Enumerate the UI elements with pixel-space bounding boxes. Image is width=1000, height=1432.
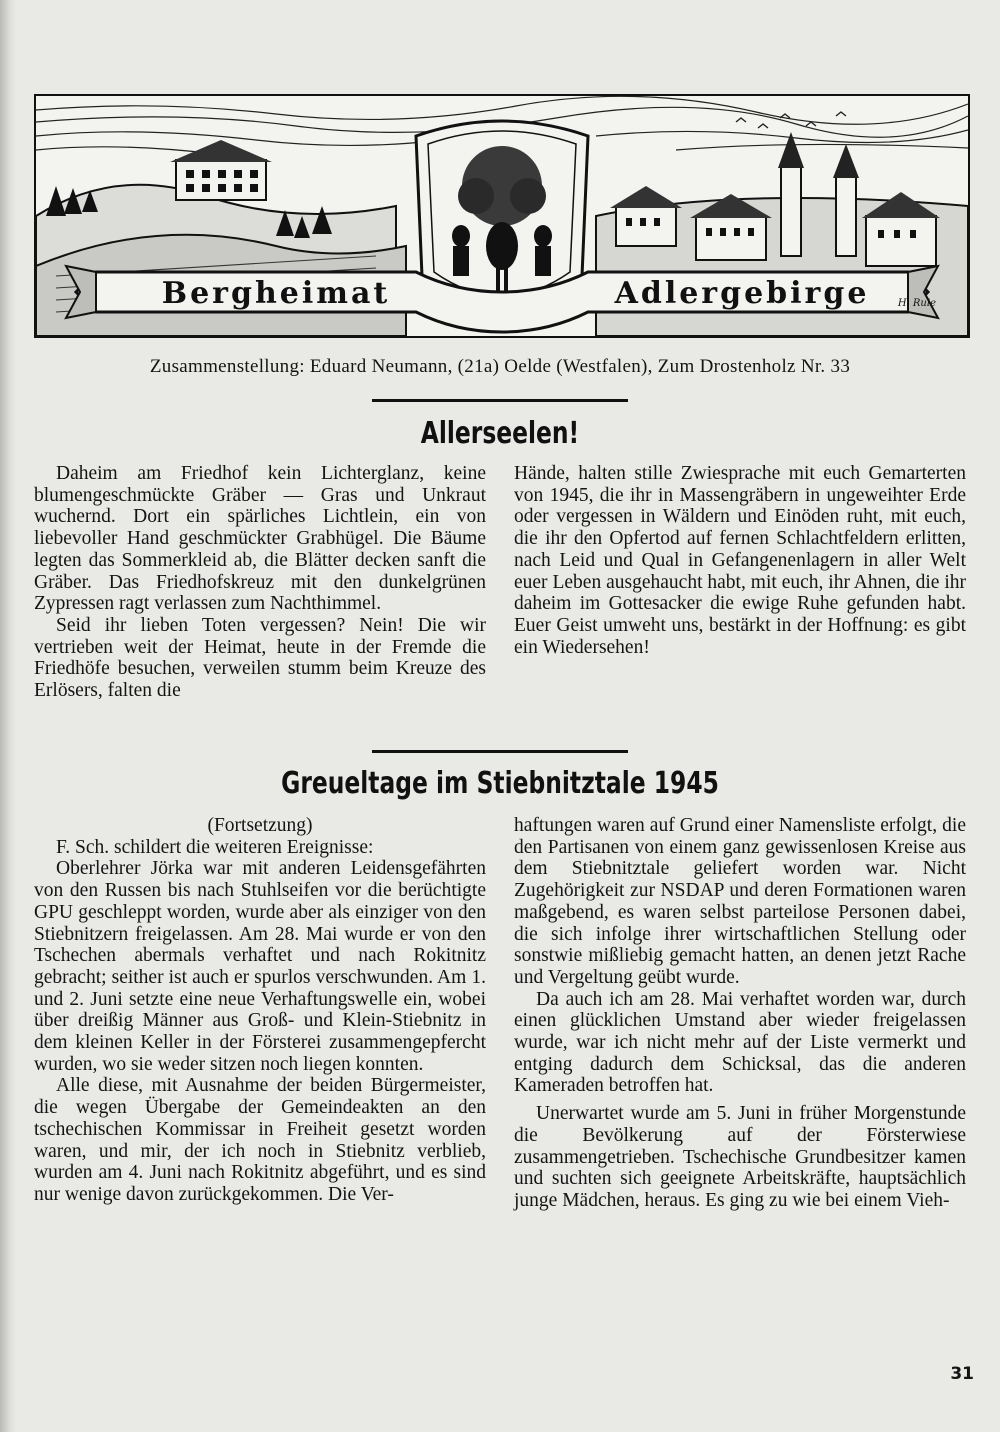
article2-paragraph: Da auch ich am 28. Mai verhaftet worden war, durch einen glücklichen Umstand aber wieder freigelassen wurde, war ich nicht mehr auf der Liste vermerkt und entging dadurch dem Schicksal, das die anderen Kameraden betroffen hat. (514, 988, 966, 1097)
article1-paragraph: Daheim am Friedhof kein Lichterglanz, keine blumengeschmückte Gräber — Gras und Unkraut wuchernd. Dort ein spärliches Lichtlein, ein von liebevoller Hand geschmückter Grabhügel. Die Bäume legten das Sommerkleid ab, die Blätter decken sanft die Gräber. Das Friedhofskreuz mit den dunkelgrünen Zypressen ragt verlassen zum Nachthimmel. (34, 463, 486, 615)
article1-column-right (514, 463, 966, 658)
compilation-credit: Zusammenstellung: Eduard Neumann, (21a) Oelde (Westfalen), Zum Drostenholz Nr. 33 (149, 356, 851, 377)
article2-paragraph: Alle diese, mit Ausnahme der beiden Bürgermeister, die wegen Übergabe der Gemeindeakten an den tschechischen Kommissar in Freiheit gesetzt worden waren, und mir, der ich noch in Stiebnitz verblieb, wurden am 4. Juni nach Rokitnitz abgeführt, und es sind nur wenige davon zurückgekommen. Die Ver- (34, 1075, 486, 1205)
landscape-illustration (36, 96, 968, 336)
article2-subtitle: (Fortsetzung) (207, 815, 313, 836)
divider-rule (372, 750, 628, 753)
article1-title: Allerseelen! (420, 416, 580, 451)
article2-paragraph: Oberlehrer Jörka war mit anderen Leidensgefährten von den Russen bis nach Stuhlseifen vor die berüchtigte GPU geschleppt worden, wurde aber als einziger von den Stiebnitzern freigelassen. Am 28. Mai wurde er von den Tschechen abermals verhaftet und nach Rokitnitz gebracht; seither ist auch er spurlos verschwunden. Am 1. und 2. Juni setzte eine neue Verhaftungswelle ein, wobei über dreißig Männer aus Groß- und Klein-Stiebnitz in dem kleinen Keller in der Försterei zusammengepfercht wurden, wo sie weder sitzen noch liegen konnten. (34, 858, 486, 1075)
coat-of-arms (416, 121, 588, 304)
hotel-building (170, 140, 272, 200)
article2-paragraph: F. Sch. schildert die weiteren Ereignisse: (56, 836, 374, 858)
masthead-illustration (34, 94, 970, 338)
article2-column-left (34, 815, 486, 1206)
article2-paragraph: Unerwartet wurde am 5. Juni in früher Morgenstunde die Bevölkerung auf der Försterwiese zusammengetrieben. Tschechische Grundbesitzer kamen und suchten sich geeignete Arbeitskräfte, hauptsächlich junge Mädchen, heraus. Es ging zu wie bei einem Vieh- (514, 1103, 966, 1211)
divider-rule (372, 399, 628, 402)
page-number: 31 (950, 1364, 974, 1384)
article2-column-right (514, 815, 966, 1212)
ribbon-title-left: Bergheimat (161, 276, 391, 311)
article1-paragraph: Hände, halten stille Zwiesprache mit euch Gemarterten von 1945, die ihr in Massengräbern in ungeweihter Erde oder vergessen in Wäldern und Einöden ruht, mit euch, die ihr den Opfertod auf fernen Schlachtfeldern erlitten, nach Leid und Qual in Gefangenenlagern in aller Welt euer Leben ausgehaucht habt, mit euch, ihr Ahnen, die ihr daheim im Gottesacker die ewige Ruhe gefunden habt. Euer Geist umweht uns, bestärkt in der Hoffnung: es gibt ein Wiedersehen! (514, 463, 966, 658)
ribbon-title-right: Adlergebirge (614, 276, 870, 311)
article1-column-left (34, 463, 486, 702)
article1-paragraph: Seid ihr lieben Toten vergessen? Nein! Die wir vertrieben weit der Heimat, heute in der Fremde die Friedhöfe besuchen, verweilen stumm beim Kreuze des Erlösers, falten die (34, 614, 486, 702)
article2-title: Greueltage im Stiebnitztale 1945 (281, 766, 719, 801)
article2-paragraph: haftungen waren auf Grund einer Namensliste erfolgt, die den Partisanen von einem ganz gewissenlosen Kreise aus dem Stiebnitztale geliefert worden war. Nicht Zugehörigkeit zur NSDAP und deren Formationen waren maßgebend, es waren selbst parteilose Personen dabei, die sich infolge ihrer wirtschaftlichen Stellung oder sonstwie mißliebig gemacht hatten, an denen jetzt Rache und Vergeltung geübt wurde. (514, 815, 966, 988)
artist-signature: H. Rule (897, 298, 936, 309)
page-edge-shadow (0, 0, 16, 1432)
